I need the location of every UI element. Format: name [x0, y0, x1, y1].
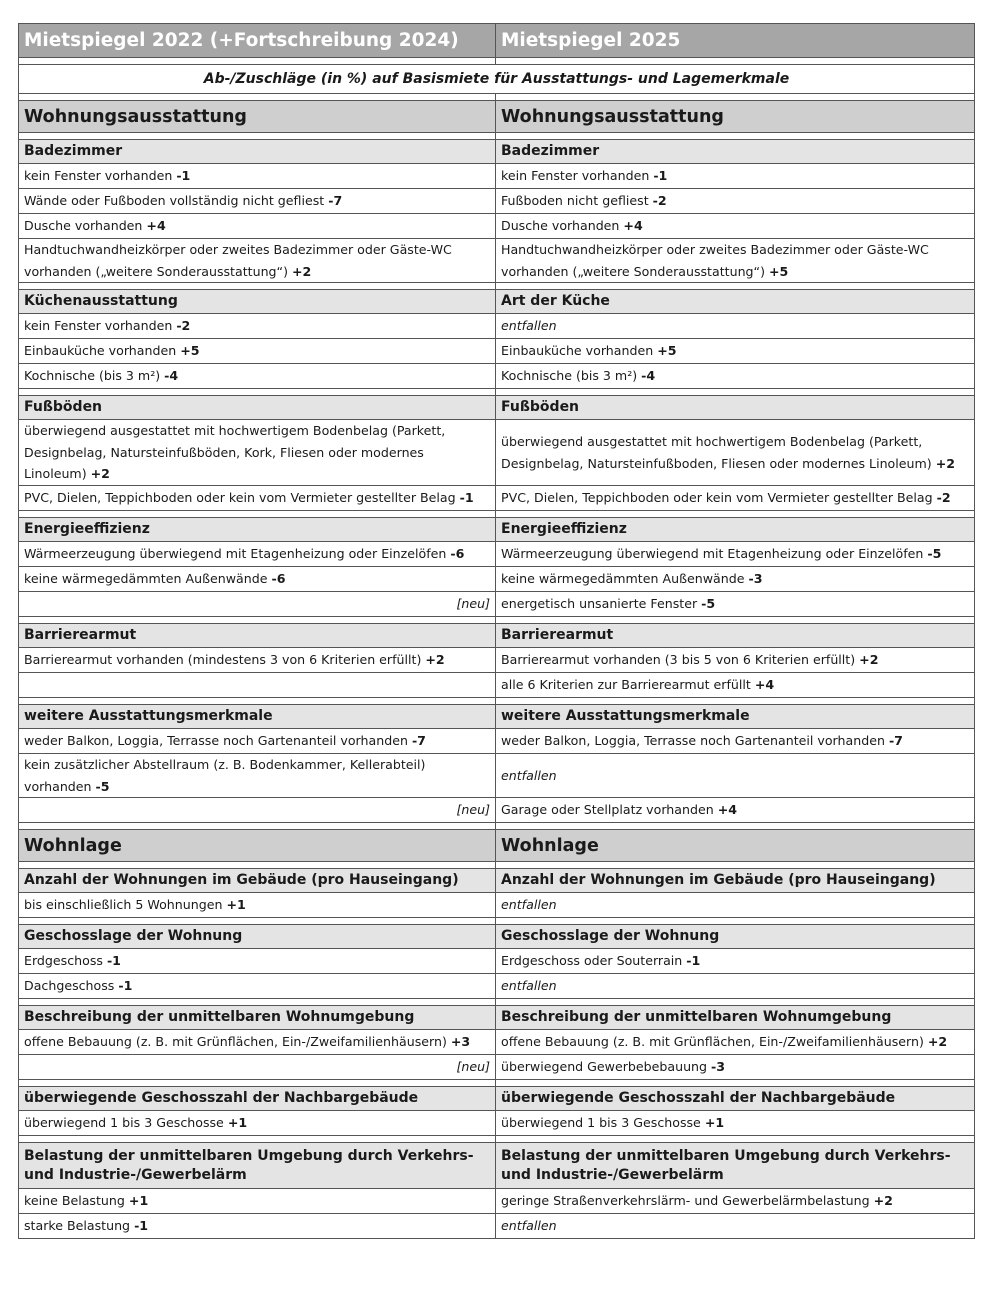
cell-2022 — [19, 1189, 496, 1214]
cell-2025 — [496, 339, 975, 364]
cell-2025 — [496, 1214, 975, 1239]
group-title-right: Barrierearmut — [496, 624, 975, 648]
adjustment-value: +2 — [292, 263, 312, 279]
adjustment-value: -1 — [176, 168, 191, 184]
adjustment-value: -1 — [686, 953, 701, 969]
section-title-right: Wohnlage — [496, 830, 975, 862]
section-header-row — [19, 101, 975, 133]
cell-2025 — [496, 754, 975, 798]
adjustment-value: -2 — [176, 318, 191, 334]
cell-2022 — [19, 729, 496, 754]
adjustment-value: -2 — [936, 490, 951, 506]
cell-2025 — [496, 314, 975, 339]
group-title-left: überwiegende Geschosszahl der Nachbargebäude — [19, 1087, 496, 1111]
spacer-row — [19, 918, 975, 925]
criterion-text: überwiegend ausgestattet mit hochwertigem Bodenbelag (Parkett, Designbelag, Natursteinfußböden, Kork, Fliesen oder modernes Linoleum) — [24, 423, 446, 482]
cell-2025 — [496, 729, 975, 754]
group-header-row — [19, 925, 975, 949]
cell-2025 — [496, 214, 975, 239]
section-title-right: Wohnungsausstattung — [496, 101, 975, 133]
cell-2022 — [19, 214, 496, 239]
table-row — [19, 1111, 975, 1136]
group-title-right: Belastung der unmittelbaren Umgebung durch Verkehrs- und Industrie-/Gewerbelärm — [496, 1143, 975, 1189]
group-header-row — [19, 869, 975, 893]
spacer-row — [19, 389, 975, 396]
group-title-right: weitere Ausstattungsmerkmale — [496, 705, 975, 729]
cell-2025 — [496, 1189, 975, 1214]
adjustment-value: -5 — [95, 778, 110, 794]
table-row — [19, 798, 975, 823]
criterion-text: weder Balkon, Loggia, Terrasse noch Gartenanteil vorhanden — [501, 733, 889, 749]
spacer-row — [19, 698, 975, 705]
group-title-right: Badezimmer — [496, 140, 975, 164]
adjustment-value: -6 — [271, 571, 286, 587]
cell-2022 — [19, 893, 496, 918]
group-title-left: Anzahl der Wohnungen im Gebäude (pro Hauseingang) — [19, 869, 496, 893]
adjustment-value: -7 — [888, 733, 903, 749]
table-row — [19, 486, 975, 511]
cell-2022 — [19, 314, 496, 339]
criterion-text: geringe Straßenverkehrslärm- und Gewerbelärmbelastung — [501, 1193, 874, 1209]
omitted-label: entfallen — [501, 1218, 557, 1234]
adjustment-value: -7 — [411, 733, 426, 749]
table-row — [19, 567, 975, 592]
cell-2022 — [19, 339, 496, 364]
adjustment-value: +2 — [425, 652, 445, 668]
spacer-row — [19, 133, 975, 140]
right-column-title: Mietspiegel 2025 — [496, 24, 975, 58]
cell-2022 — [19, 974, 496, 999]
spacer-row — [19, 94, 975, 101]
table-row — [19, 314, 975, 339]
cell-2022 — [19, 239, 496, 283]
new-marker: [neu] — [456, 1059, 490, 1075]
table-row — [19, 673, 975, 698]
cell-2022 — [19, 1111, 496, 1136]
criterion-text: kein Fenster vorhanden — [501, 168, 654, 184]
criterion-text: Wände oder Fußboden vollständig nicht gefliest — [24, 193, 329, 209]
adjustment-value: +4 — [146, 218, 166, 234]
group-header-row — [19, 1006, 975, 1030]
criterion-text: PVC, Dielen, Teppichboden oder kein vom Vermieter gestellter Belag — [501, 490, 937, 506]
table-row — [19, 592, 975, 617]
criterion-text: Einbauküche vorhanden — [501, 343, 658, 359]
cell-2025 — [496, 1055, 975, 1080]
criterion-text: starke Belastung — [24, 1218, 135, 1234]
spacer-row — [19, 511, 975, 518]
criterion-text: Einbauküche vorhanden — [24, 343, 181, 359]
group-title-left: Küchenausstattung — [19, 290, 496, 314]
adjustment-value: -3 — [711, 1059, 726, 1075]
adjustment-value: -4 — [641, 368, 656, 384]
comparison-page — [18, 23, 974, 1239]
cell-2022 — [19, 754, 496, 798]
cell-2022 — [19, 542, 496, 567]
group-header-row — [19, 396, 975, 420]
criterion-text: Wärmeerzeugung überwiegend mit Etagenheizung oder Einzelöfen — [501, 546, 928, 562]
adjustment-value: +5 — [180, 343, 200, 359]
table-row — [19, 239, 975, 283]
cell-2022 — [19, 673, 496, 698]
group-title-left: Energieeffizienz — [19, 518, 496, 542]
adjustment-value: +5 — [769, 263, 789, 279]
group-title-left: Belastung der unmittelbaren Umgebung durch Verkehrs- und Industrie-/Gewerbelärm — [19, 1143, 496, 1189]
spacer-row — [19, 1080, 975, 1087]
table-row — [19, 420, 975, 486]
adjustment-value: +2 — [873, 1193, 893, 1209]
table-row — [19, 949, 975, 974]
adjustment-value: -5 — [927, 546, 942, 562]
criterion-text: energetisch unsanierte Fenster — [501, 596, 702, 612]
table-row — [19, 364, 975, 389]
group-title-right: Beschreibung der unmittelbaren Wohnumgebung — [496, 1006, 975, 1030]
criterion-text: kein zusätzlicher Abstellraum (z. B. Bodenkammer, Kellerabteil) vorhanden — [24, 757, 426, 794]
criterion-text: kein Fenster vorhanden — [24, 318, 177, 334]
cell-2022 — [19, 567, 496, 592]
adjustment-value: +4 — [623, 218, 643, 234]
header-row — [19, 24, 975, 58]
group-title-right: Geschosslage der Wohnung — [496, 925, 975, 949]
criterion-text: keine Belastung — [24, 1193, 129, 1209]
cell-2025 — [496, 239, 975, 283]
criterion-text: Barrierearmut vorhanden (mindestens 3 von 6 Kriterien erfüllt) — [24, 652, 426, 668]
group-header-row — [19, 1087, 975, 1111]
cell-2025 — [496, 673, 975, 698]
adjustment-value: -1 — [134, 1218, 149, 1234]
spacer-row — [19, 862, 975, 869]
cell-2025 — [496, 974, 975, 999]
criterion-text: keine wärmegedämmten Außenwände — [24, 571, 272, 587]
criterion-text: keine wärmegedämmten Außenwände — [501, 571, 749, 587]
criterion-text: überwiegend Gewerbebebauung — [501, 1059, 712, 1075]
new-marker: [neu] — [456, 802, 490, 818]
cell-2025 — [496, 893, 975, 918]
omitted-label: entfallen — [501, 318, 557, 334]
table-row — [19, 648, 975, 673]
adjustment-value: -1 — [459, 490, 474, 506]
adjustment-value: -1 — [118, 978, 133, 994]
group-title-left: Badezimmer — [19, 140, 496, 164]
table-row — [19, 1055, 975, 1080]
cell-2022 — [19, 164, 496, 189]
table-row — [19, 1214, 975, 1239]
cell-2022 — [19, 592, 496, 617]
cell-2025 — [496, 420, 975, 486]
group-title-left: weitere Ausstattungsmerkmale — [19, 705, 496, 729]
new-marker: [neu] — [456, 596, 490, 612]
cell-2022 — [19, 364, 496, 389]
adjustment-value: -3 — [748, 571, 763, 587]
table-row — [19, 189, 975, 214]
group-title-right: überwiegende Geschosszahl der Nachbargebäude — [496, 1087, 975, 1111]
cell-2025 — [496, 1030, 975, 1055]
spacer-row — [19, 58, 975, 65]
criterion-text: Dusche vorhanden — [24, 218, 147, 234]
criterion-text: offene Bebauung (z. B. mit Grünflächen, Ein-/Zweifamilienhäusern) — [24, 1034, 451, 1050]
spacer-row — [19, 999, 975, 1006]
criterion-text: überwiegend 1 bis 3 Geschosse — [501, 1115, 705, 1131]
subtitle: Ab-/Zuschläge (in %) auf Basismiete für Ausstattungs- und Lagemerkmale — [19, 65, 975, 94]
adjustment-value: -7 — [328, 193, 343, 209]
adjustment-value: +1 — [128, 1193, 149, 1209]
cell-2022 — [19, 1030, 496, 1055]
adjustment-value: -4 — [164, 368, 179, 384]
criterion-text: überwiegend ausgestattet mit hochwertigem Bodenbelag (Parkett, Designbelag, Natursteinfußboden, Fliesen oder modernes Linoleum) — [501, 434, 936, 471]
spacer-row — [19, 823, 975, 830]
adjustment-value: -5 — [701, 596, 716, 612]
group-header-row — [19, 140, 975, 164]
cell-2022 — [19, 486, 496, 511]
cell-2025 — [496, 1111, 975, 1136]
cell-2022 — [19, 420, 496, 486]
group-header-row — [19, 705, 975, 729]
cell-2022 — [19, 798, 496, 823]
table-row — [19, 729, 975, 754]
cell-2022 — [19, 189, 496, 214]
section-title-left: Wohnlage — [19, 830, 496, 862]
cell-2022 — [19, 648, 496, 673]
adjustment-value: +4 — [717, 802, 738, 818]
adjustment-value: -6 — [450, 546, 465, 562]
adjustment-value: +4 — [754, 677, 775, 693]
criterion-text: Dusche vorhanden — [501, 218, 624, 234]
criterion-text: Wärmeerzeugung überwiegend mit Etagenheizung oder Einzelöfen — [24, 546, 451, 562]
table-row — [19, 542, 975, 567]
table-row — [19, 974, 975, 999]
left-column-title: Mietspiegel 2022 (+Fortschreibung 2024) — [19, 24, 496, 58]
group-title-right: Fußböden — [496, 396, 975, 420]
criterion-text: kein Fenster vorhanden — [24, 168, 177, 184]
omitted-label: entfallen — [501, 767, 557, 783]
criterion-text: weder Balkon, Loggia, Terrasse noch Gartenanteil vorhanden — [24, 733, 412, 749]
group-header-row — [19, 1143, 975, 1189]
cell-2025 — [496, 949, 975, 974]
criterion-text: Garage oder Stellplatz vorhanden — [501, 802, 718, 818]
table-row — [19, 164, 975, 189]
adjustment-value: +1 — [227, 1115, 248, 1131]
cell-2025 — [496, 164, 975, 189]
cell-2025 — [496, 798, 975, 823]
criterion-text: Erdgeschoss — [24, 953, 107, 969]
adjustment-value: +2 — [927, 1034, 948, 1050]
criterion-text: Barrierearmut vorhanden (3 bis 5 von 6 Kriterien erfüllt) — [501, 652, 860, 668]
adjustment-value: +5 — [657, 343, 677, 359]
group-title-left: Barrierearmut — [19, 624, 496, 648]
cell-2025 — [496, 592, 975, 617]
group-title-left: Beschreibung der unmittelbaren Wohnumgebung — [19, 1006, 496, 1030]
adjustment-value: -2 — [652, 193, 667, 209]
criterion-text: Handtuchwandheizkörper oder zweites Badezimmer oder Gäste-WC vorhanden („weitere Sonderausstattung“) — [24, 242, 452, 279]
table-row — [19, 754, 975, 798]
adjustment-value: +1 — [704, 1115, 725, 1131]
criterion-text: Fußboden nicht gefliest — [501, 193, 653, 209]
adjustment-value: -1 — [653, 168, 668, 184]
criterion-text: Dachgeschoss — [24, 978, 119, 994]
group-title-left: Geschosslage der Wohnung — [19, 925, 496, 949]
table-row — [19, 1189, 975, 1214]
group-header-row — [19, 624, 975, 648]
group-title-left: Fußböden — [19, 396, 496, 420]
criterion-text: Handtuchwandheizkörper oder zweites Badezimmer oder Gäste-WC vorhanden („weitere Sonderausstattung“) — [501, 242, 929, 279]
criterion-text: überwiegend 1 bis 3 Geschosse — [24, 1115, 228, 1131]
cell-2022 — [19, 949, 496, 974]
cell-2025 — [496, 486, 975, 511]
criterion-text: PVC, Dielen, Teppichboden oder kein vom Vermieter gestellter Belag — [24, 490, 460, 506]
group-header-row — [19, 290, 975, 314]
omitted-label: entfallen — [501, 897, 557, 913]
table-row — [19, 893, 975, 918]
cell-2025 — [496, 648, 975, 673]
criterion-text: Erdgeschoss oder Souterrain — [501, 953, 687, 969]
group-title-right: Energieeffizienz — [496, 518, 975, 542]
cell-2025 — [496, 542, 975, 567]
cell-2025 — [496, 189, 975, 214]
criterion-text: Kochnische (bis 3 m²) — [24, 368, 165, 384]
criterion-text: Kochnische (bis 3 m²) — [501, 368, 642, 384]
group-title-right: Art der Küche — [496, 290, 975, 314]
adjustment-value: +3 — [450, 1034, 471, 1050]
spacer-row — [19, 283, 975, 290]
cell-2025 — [496, 364, 975, 389]
subtitle-row — [19, 65, 975, 94]
group-title-right: Anzahl der Wohnungen im Gebäude (pro Hauseingang) — [496, 869, 975, 893]
cell-2022 — [19, 1214, 496, 1239]
table-row — [19, 1030, 975, 1055]
spacer-row — [19, 617, 975, 624]
spacer-row — [19, 1136, 975, 1143]
cell-2022 — [19, 1055, 496, 1080]
table-row — [19, 214, 975, 239]
comparison-table — [18, 23, 975, 1239]
adjustment-value: -1 — [106, 953, 121, 969]
adjustment-value: +2 — [90, 466, 110, 482]
adjustment-value: +2 — [935, 455, 956, 471]
omitted-label: entfallen — [501, 978, 557, 994]
criterion-text: bis einschließlich 5 Wohnungen — [24, 897, 227, 913]
table-row — [19, 339, 975, 364]
section-header-row — [19, 830, 975, 862]
group-header-row — [19, 518, 975, 542]
adjustment-value: +1 — [226, 897, 246, 913]
cell-2025 — [496, 567, 975, 592]
section-title-left: Wohnungsausstattung — [19, 101, 496, 133]
criterion-text: alle 6 Kriterien zur Barrierearmut erfüllt — [501, 677, 755, 693]
criterion-text: offene Bebauung (z. B. mit Grünflächen, Ein-/Zweifamilienhäusern) — [501, 1034, 928, 1050]
adjustment-value: +2 — [859, 652, 879, 668]
